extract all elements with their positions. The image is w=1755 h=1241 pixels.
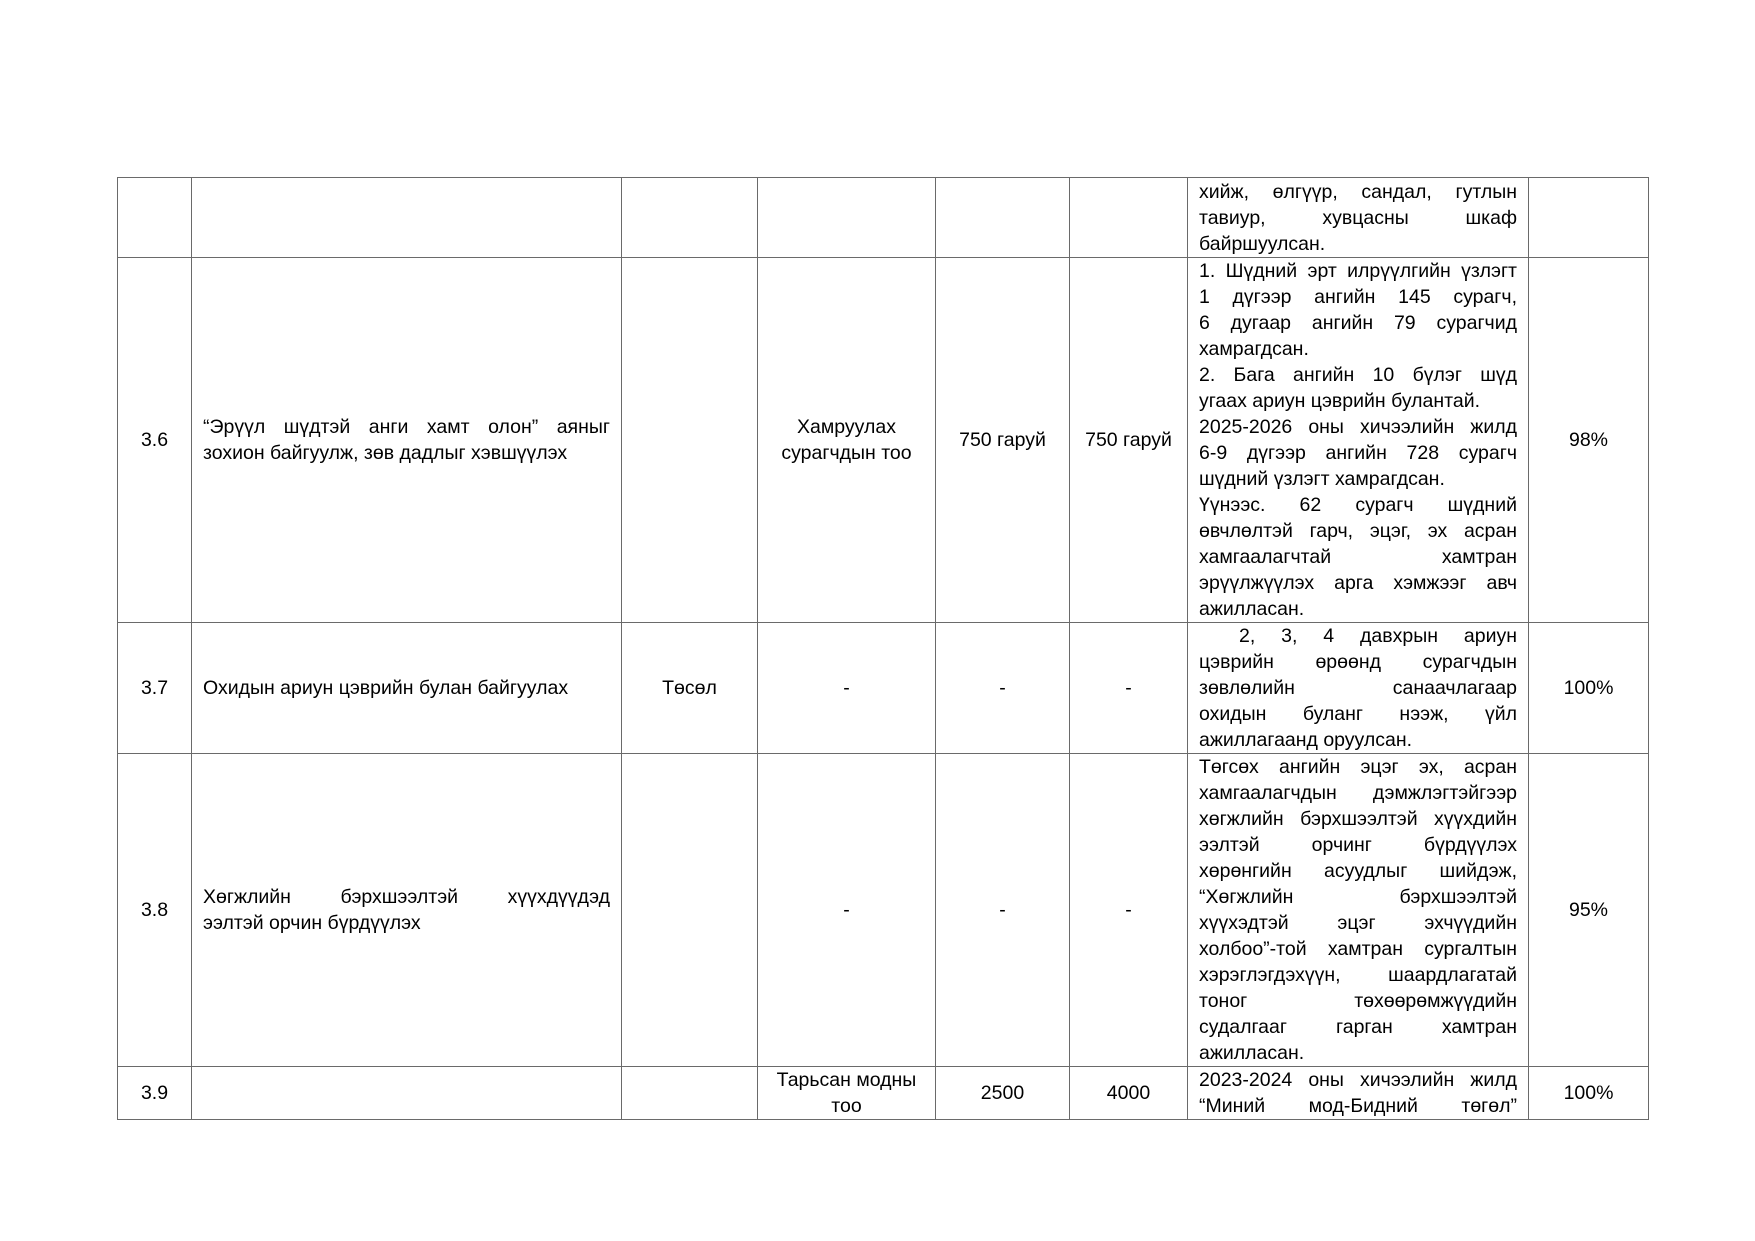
result-line: 6-9 дүгээр ангийн 728 сурагч xyxy=(1199,442,1517,464)
indicator-cell: Тарьсан модны тоо xyxy=(758,1067,936,1120)
type-cell xyxy=(622,754,758,1067)
result-line: ээлтэй орчинг бүрдүүлэх xyxy=(1199,834,1517,856)
activity-line: Хөгжлийн бэрхшээлтэй хүүхдүүдэд xyxy=(203,886,610,908)
type-cell: Төсөл xyxy=(622,623,758,754)
result-line: 2023-2024 оны хичээлийн жилд xyxy=(1199,1069,1517,1091)
row-number: 3.7 xyxy=(118,623,192,754)
result-line: охидын буланг нээж, үйл xyxy=(1199,703,1517,725)
result-line: хүүхэдтэй эцэг эхчүүдийн xyxy=(1199,912,1517,934)
table-row xyxy=(118,178,1649,258)
result-line: тавиур, хувцасны шкаф xyxy=(1199,206,1517,229)
target-cell: - xyxy=(1070,623,1188,754)
type-cell xyxy=(622,178,758,258)
result-line: хийж, өлгүүр, сандал, гутлын xyxy=(1199,180,1517,203)
target-cell: 750 гаруй xyxy=(1070,258,1188,623)
indicator-cell xyxy=(758,178,936,258)
result-line: ажиллагаанд оруулсан. xyxy=(1199,729,1413,751)
target-cell xyxy=(1070,178,1188,258)
baseline-cell: - xyxy=(936,623,1070,754)
result-line: байршуулсан. xyxy=(1199,232,1326,255)
result-line: хөгжлийн бэрхшээлтэй хүүхдийн xyxy=(1199,808,1517,830)
indicator-cell: Хамруулах сурагчдын тоо xyxy=(758,258,936,623)
result-line: ажилласан. xyxy=(1199,1042,1305,1064)
table-row xyxy=(118,754,1649,1067)
result-line: Үүнээс. 62 сурагч шүдний xyxy=(1199,494,1517,516)
result-line: “Хөгжлийн бэрхшээлтэй xyxy=(1199,886,1517,908)
result-line: тоног төхөөрөмжүүдийн xyxy=(1199,990,1517,1012)
result-line: зөвлөлийн санаачлагаар xyxy=(1199,677,1517,699)
result-line: 2. Бага ангийн 10 бүлэг шүд xyxy=(1199,364,1517,386)
result-line: 1. Шүдний эрт илрүүлгийн үзлэгт xyxy=(1199,260,1517,282)
baseline-cell: - xyxy=(936,754,1070,1067)
indicator-cell: - xyxy=(758,623,936,754)
result-line: хамгаалагчдын дэмжлэгтэйгээр xyxy=(1199,782,1517,804)
activity-cell: “Эрүүл шүдтэй анги хамт олон” аяныг зохион байгуулж, зөв дадлыг хэвшүүлэх xyxy=(192,258,622,623)
activity-cell xyxy=(192,1067,622,1120)
activity-cell: Охидын ариун цэврийн булан байгуулах xyxy=(192,623,622,754)
baseline-cell: 750 гаруй xyxy=(936,258,1070,623)
result-line: хэрэглэгдэхүүн, шаардлагатай xyxy=(1199,964,1517,986)
indicator-cell: - xyxy=(758,754,936,1067)
result-line: 2025-2026 оны хичээлийн жилд xyxy=(1199,416,1517,438)
percent-cell: 100% xyxy=(1529,1067,1649,1120)
result-cell xyxy=(1188,1067,1529,1120)
result-line: ажилласан. xyxy=(1199,598,1305,620)
result-line: 2, 3, 4 давхрын ариун xyxy=(1239,625,1517,647)
table-row xyxy=(118,1067,1649,1120)
target-cell: - xyxy=(1070,754,1188,1067)
report-table xyxy=(117,177,1649,1120)
row-number: 3.9 xyxy=(118,1067,192,1120)
percent-cell: 98% xyxy=(1529,258,1649,623)
result-line: өвчлөлтэй гарч, эцэг, эх асран xyxy=(1199,520,1517,542)
result-line: угаах ариун цэврийн булантай. xyxy=(1199,390,1481,412)
row-number xyxy=(118,178,192,258)
row-number: 3.8 xyxy=(118,754,192,1067)
percent-cell: 100% xyxy=(1529,623,1649,754)
table-row xyxy=(118,258,1649,623)
result-line: Төгсөх ангийн эцэг эх, асран xyxy=(1199,756,1517,778)
result-line: цэврийн өрөөнд сурагчдын xyxy=(1199,651,1517,673)
type-cell xyxy=(622,258,758,623)
baseline-cell xyxy=(936,178,1070,258)
baseline-cell: 2500 xyxy=(936,1067,1070,1120)
result-line: 6 дугаар ангийн 79 сурагчид xyxy=(1199,312,1517,334)
result-cell xyxy=(1188,754,1529,1067)
result-line: шүдний үзлэгт хамрагдсан. xyxy=(1199,468,1445,490)
result-line: холбоо”-той хамтран сургалтын xyxy=(1199,938,1517,960)
result-line: хөрөнгийн асуудлыг шийдэж, xyxy=(1199,860,1517,882)
activity-line: ээлтэй орчин бүрдүүлэх xyxy=(203,912,421,934)
result-cell xyxy=(1188,623,1529,754)
type-cell xyxy=(622,1067,758,1120)
result-line: хамгаалагчтай хамтран xyxy=(1199,546,1517,568)
percent-cell xyxy=(1529,178,1649,258)
result-cell xyxy=(1188,258,1529,623)
result-line: судалгааг гарган хамтран xyxy=(1199,1016,1517,1038)
result-cell xyxy=(1188,178,1529,258)
percent-cell: 95% xyxy=(1529,754,1649,1067)
activity-cell xyxy=(192,178,622,258)
target-cell: 4000 xyxy=(1070,1067,1188,1120)
row-number: 3.6 xyxy=(118,258,192,623)
result-line: хамрагдсан. xyxy=(1199,338,1309,360)
activity-cell xyxy=(192,754,622,1067)
table-row xyxy=(118,623,1649,754)
result-line: “Миний мод-Бидний төгөл” xyxy=(1199,1095,1517,1117)
result-line: эрүүлжүүлэх арга хэмжээг авч xyxy=(1199,572,1517,594)
result-line: 1 дүгээр ангийн 145 сурагч, xyxy=(1199,286,1517,308)
